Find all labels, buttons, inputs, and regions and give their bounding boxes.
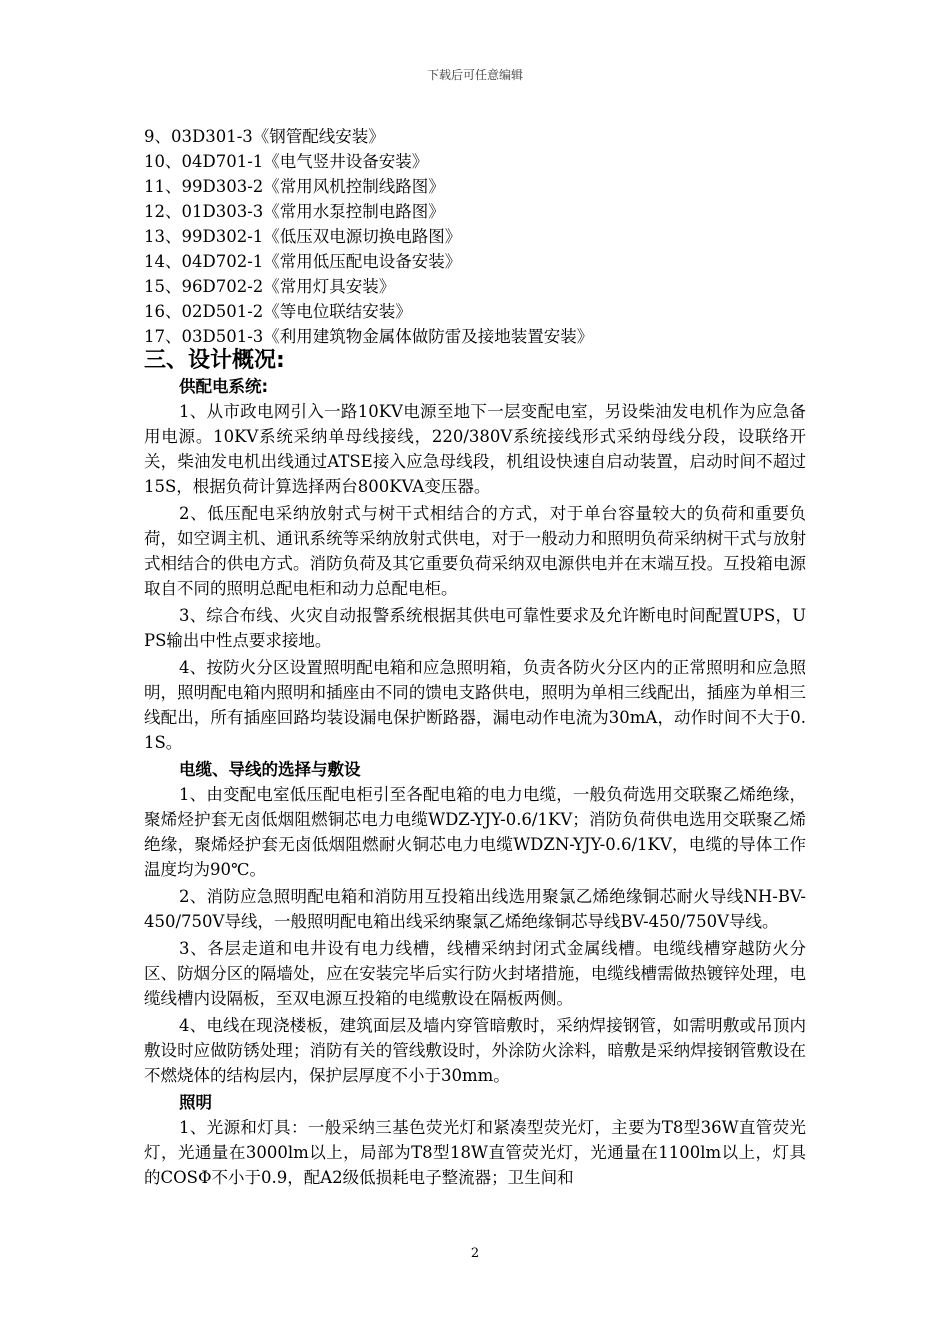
list-item: 17、03D501-3《利用建筑物金属体做防雷及接地装置安装》 <box>144 327 594 346</box>
subsection-heading-lighting: 照明 <box>179 1093 212 1112</box>
paragraph: 4、电线在现浇楼板，建筑面层及墙内穿管暗敷时，采纳焊接钢管，如需明敷或吊顶内敷设时应做防锈处理；消防有关的管线敷设时，外涂防火涂料，暗敷是采纳焊接钢管敷设在不燃烧体的结构层内，保护层厚度不小于30mm。 <box>144 1016 806 1085</box>
list-item: 13、99D302-1《低压双电源切换电路图》 <box>144 227 462 246</box>
paragraph: 4、按防火分区设置照明配电箱和应急照明箱，负责各防火分区内的正常照明和应急照明，照明配电箱内照明和插座由不同的馈电支路供电，照明为单相三线配出，插座为单相三线配出，所有插座回路均装设漏电保护断路器，漏电动作电流为30mA，动作时间不大于0.1S。 <box>144 658 806 752</box>
page-number: 2 <box>470 1246 480 1261</box>
section-heading: 三、设计概况: <box>144 348 285 373</box>
paragraph: 2、低压配电采纳放射式与树干式相结合的方式，对于单台容量较大的负荷和重要负荷，如空调主机、通讯系统等采纳放射式供电，对于一般动力和照明负荷采纳树干式与放射式相结合的供电方式。消防负荷及其它重要负荷采纳双电源供电并在末端互投。互投箱电源取自不同的照明总配电柜和动力总配电柜。 <box>144 504 806 598</box>
paragraph: 1、光源和灯具：一般采纳三基色荧光灯和紧凑型荧光灯，主要为T8型36W直管荧光灯，光通量在3000lm以上，局部为T8型18W直管荧光灯，光通量在1100lm以上，灯具的COSΦ不小于0.9，配A2级低损耗电子整流器；卫生间和 <box>144 1118 806 1187</box>
list-item: 14、04D702-1《常用低压配电设备安装》 <box>144 252 462 271</box>
list-item: 10、04D701-1《电气竖井设备安装》 <box>144 152 429 171</box>
list-item: 15、96D702-2《常用灯具安装》 <box>144 277 396 296</box>
page-header: 下载后可任意编辑 <box>426 68 523 82</box>
list-item: 11、99D303-2《常用风机控制线路图》 <box>144 177 445 196</box>
paragraph: 3、综合布线、火灾自动报警系统根据其供电可靠性要求及允许断电时间配置UPS，UPS输出中性点要求接地。 <box>144 606 806 650</box>
standards-list <box>144 124 806 349</box>
list-item: 16、02D501-2《等电位联结安装》 <box>144 302 412 321</box>
list-item: 12、01D303-3《常用水泵控制电路图》 <box>144 202 445 221</box>
paragraph: 2、消防应急照明配电箱和消防用互投箱出线选用聚氯乙烯绝缘铜芯耐火导线NH-BV-450/750V导线，一般照明配电箱出线采纳聚氯乙烯绝缘铜芯导线BV-450/750V导线。 <box>144 887 806 931</box>
paragraph: 1、由变配电室低压配电柜引至各配电箱的电力电缆，一般负荷选用交联聚乙烯绝缘，聚烯烃护套无卤低烟阻燃铜芯电力电缆WDZ-YJY-0.6/1KV；消防负荷供电选用交联聚乙烯绝缘，聚烯烃护套无卤低烟阻燃耐火铜芯电力电缆WDZN-YJY-0.6/1KV，电缆的导体工作温度均为90℃。 <box>144 785 806 879</box>
subsection-heading-cable: 电缆、导线的选择与敷设 <box>179 760 361 779</box>
paragraph: 1、从市政电网引入一路10KV电源至地下一层变配电室，另设柴油发电机作为应急备用电源。10KV系统采纳单母线接线，220/380V系统接线形式采纳母线分段，设联络开关，柴油发电机出线通过ATSE接入应急母线段，机组设快速自启动装置，启动时间不超过15S，根据负荷计算选择两台800KVA变压器。 <box>144 402 806 496</box>
list-item: 9、03D301-3《钢管配线安装》 <box>144 127 385 146</box>
paragraph: 3、各层走道和电井设有电力线槽，线槽采纳封闭式金属线槽。电缆线槽穿越防火分区、防烟分区的隔墙处，应在安装完毕后实行防火封堵措施，电缆线槽需做热镀锌处理，电缆线槽内设隔板，至双电源互投箱的电缆敷设在隔板两侧。 <box>144 939 806 1008</box>
document-body <box>144 124 806 1192</box>
subsection-heading-power: 供配电系统: <box>179 377 269 396</box>
